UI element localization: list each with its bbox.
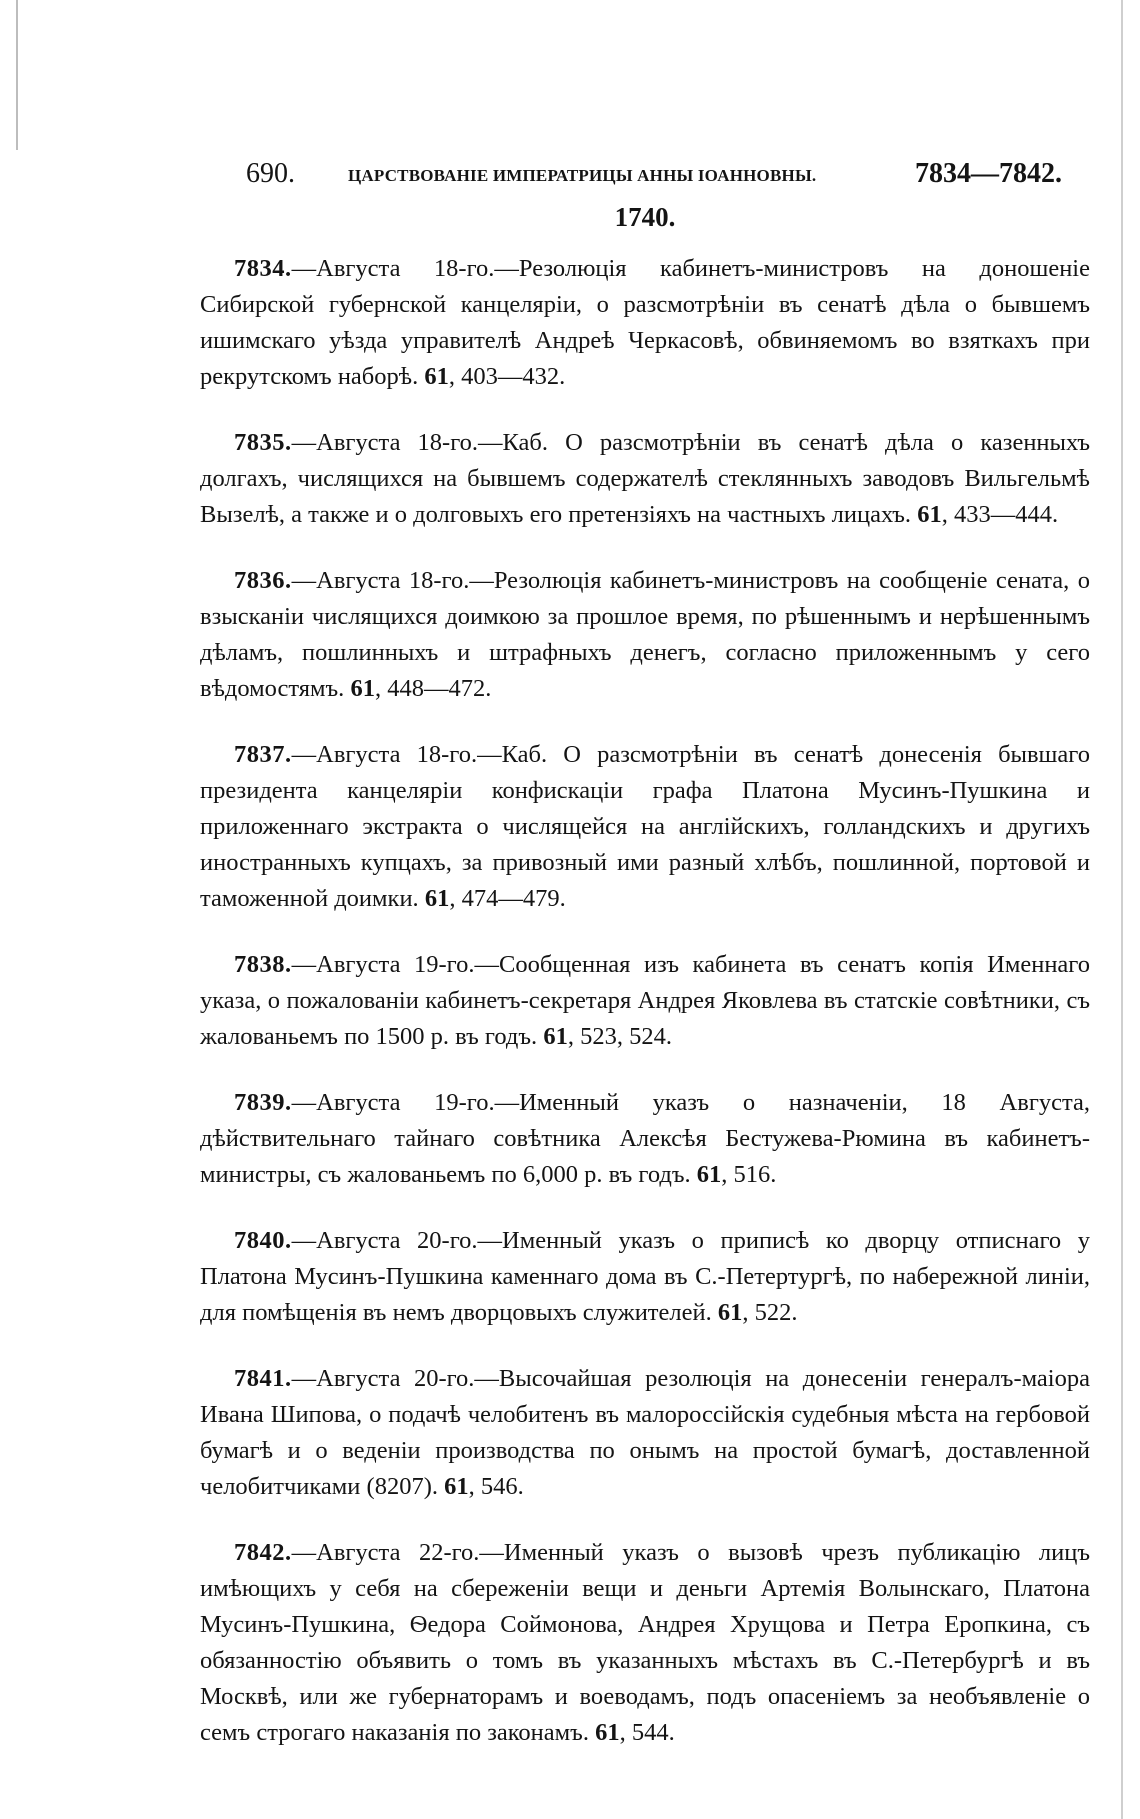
- entry-pages: , 433—444.: [941, 501, 1059, 528]
- entry-volume: 61: [543, 1023, 568, 1050]
- entry-volume: 61: [424, 885, 450, 912]
- entry-pages: , 546.: [468, 1473, 524, 1500]
- entry-7837: [200, 737, 1090, 917]
- entry-text: —Августа 18-го.—Каб. О разсмотрѣніи въ сенатѣ донесенія бывшаго президента канцеляріи конфискаціи графа Платона Мусинъ-Пушкина и приложеннаго экстракта о числящейся на англійскихъ, голландскихъ и другихъ иностранныхъ купцахъ, за привозный ими разный хлѣбъ, пошлинной, портовой и таможенной доимки.: [200, 741, 1090, 912]
- entry-7840: [200, 1223, 1090, 1331]
- entry-7839: [200, 1085, 1090, 1193]
- entry-number: 7841.: [234, 1365, 292, 1392]
- running-title: ЦАРСТВОВАНІЕ ИМПЕРАТРИЦЫ АННЫ ІОАННОВНЫ.: [348, 166, 817, 185]
- entry-number: 7834.: [234, 255, 292, 282]
- entry-7835: [200, 425, 1090, 533]
- entry-volume: 61: [717, 1299, 743, 1326]
- entry-text: —Августа 20-го.—Высочайшая резолюція на донесеніи генералъ-маіора Ивана Шипова, о подачѣ челобитенъ въ малороссійскія судебныя мѣста на гербовой бумагѣ и о веденіи производства по онымъ на простой бумагѣ, доставленной челобитчиками (8207).: [200, 1365, 1090, 1500]
- entry-pages: , 403—432.: [448, 363, 566, 390]
- entry-7841: [200, 1361, 1090, 1505]
- entry-pages: , 523, 524.: [567, 1023, 672, 1050]
- page-header: [200, 150, 1090, 198]
- year-heading: 1740.: [614, 202, 676, 232]
- entry-volume: 61: [696, 1161, 722, 1188]
- entry-volume: 61: [917, 501, 942, 528]
- entry-pages: , 516.: [721, 1161, 777, 1188]
- entry-number: 7836.: [234, 567, 292, 594]
- document-page: [200, 150, 1090, 1781]
- page-right-edge: [1121, 0, 1123, 1819]
- entry-7842: [200, 1535, 1090, 1751]
- entry-text: —Августа 18-го.—Резолюція кабинетъ-министровъ на сообщеніе сената, о взысканіи числящихся доимкою за прошлое время, по рѣшеннымъ и нерѣшеннымъ дѣламъ, пошлинныхъ и штрафныхъ денегъ, согласно приложеннымъ у сего вѣдомостямъ.: [200, 567, 1090, 702]
- entry-pages: , 544.: [619, 1719, 675, 1746]
- entry-text: —Августа 18-го.—Каб. О разсмотрѣніи въ сенатѣ дѣла о казенныхъ долгахъ, числящихся на бывшемъ содержателѣ стеклянныхъ заводовъ Вильгельмѣ Вызелѣ, а также и о долговыхъ его претензіяхъ на частныхъ лицахъ.: [200, 429, 1090, 528]
- entry-pages: , 474—479.: [449, 885, 566, 912]
- entry-number: 7838.: [234, 951, 292, 978]
- entry-volume: 61: [595, 1719, 620, 1746]
- entry-text: —Августа 19-го.—Именный указъ о назначеніи, 18 Августа, дѣйствительнаго тайнаго совѣтника Алексѣя Бестужева-Рюмина въ кабинетъ-министры, съ жалованьемъ по 6,000 р. въ годъ.: [200, 1089, 1090, 1188]
- entry-volume: 61: [350, 675, 375, 702]
- entry-volume: 61: [444, 1473, 469, 1500]
- entry-text: —Августа 20-го.—Именный указъ о приписѣ ко дворцу отписнаго у Платона Мусинъ-Пушкина каменнаго дома въ С.-Петертургѣ, по набережной линіи, для помѣщенія въ немъ дворцовыхъ служителей.: [200, 1227, 1090, 1326]
- entry-pages: , 522.: [742, 1299, 798, 1326]
- entry-text: —Августа 22-го.—Именный указъ о вызовѣ чрезъ публикацію лицъ имѣющихъ у себя на сбереженіи вещи и деньги Артемія Волынскаго, Платона Мусинъ-Пушкина, Ѳедора Соймонова, Андрея Хрущова и Петра Еропкина, съ обязанностію объявить о томъ въ указанныхъ мѣстахъ въ С.-Петербургѣ и въ Москвѣ, или же губернаторамъ и воеводамъ, подъ опасеніемъ за необъявленіе о семъ строгаго наказанія по законамъ.: [200, 1539, 1090, 1746]
- entry-7834: [200, 251, 1090, 395]
- entry-number: 7842.: [234, 1539, 292, 1566]
- entry-text: —Августа 18-го.—Резолюція кабинетъ-министровъ на доношеніе Сибирской губернской канцеляріи, о разсмотрѣніи въ сенатѣ дѣла о бывшемъ ишимскаго уѣзда управителѣ Андреѣ Черкасовѣ, обвиняемомъ во взяткахъ при рекрутскомъ наборѣ.: [200, 255, 1090, 390]
- entry-7838: [200, 947, 1090, 1055]
- entry-volume: 61: [424, 363, 449, 390]
- entry-7836: [200, 563, 1090, 707]
- document-range: 7834—7842.: [915, 158, 1062, 189]
- entry-pages: , 448—472.: [374, 675, 492, 702]
- page-number: 690.: [246, 158, 295, 189]
- entry-text: —Августа 19-го.—Сообщенная изъ кабинета въ сенатъ копія Именнаго указа, о пожалованіи кабинетъ-секретаря Андрея Яковлева въ статскіе совѣтники, съ жалованьемъ по 1500 р. въ годъ.: [200, 951, 1090, 1050]
- entry-number: 7835.: [234, 429, 292, 456]
- page-left-edge: [16, 0, 18, 150]
- entry-number: 7839.: [234, 1089, 292, 1116]
- entry-number: 7840.: [234, 1227, 292, 1254]
- entry-number: 7837.: [234, 741, 292, 768]
